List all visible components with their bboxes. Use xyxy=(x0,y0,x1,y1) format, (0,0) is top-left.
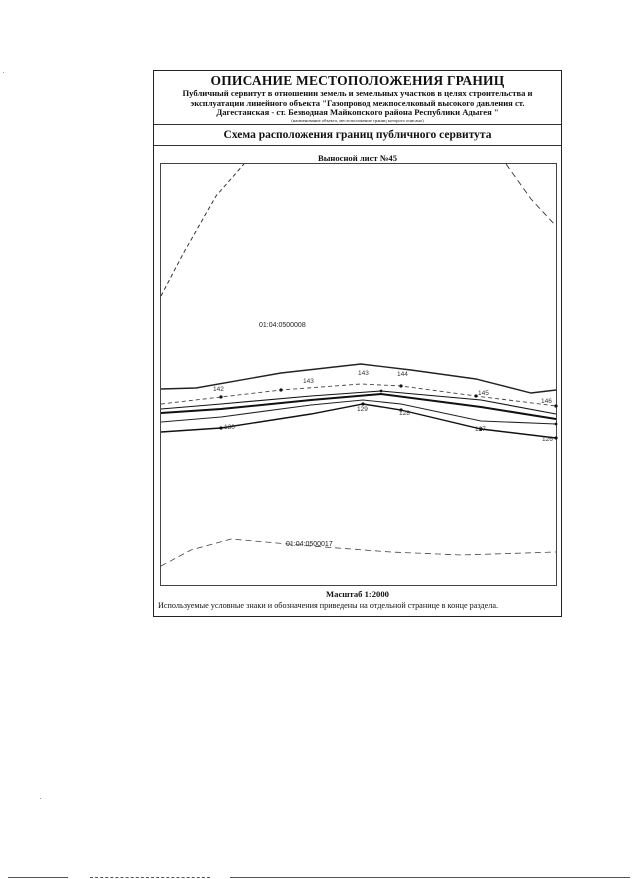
legend-note: Используемые условные знаки и обозначения приведены на отдельной странице в конце раздела. xyxy=(158,601,499,610)
scheme-title: Схема расположения границ публичного сервитута xyxy=(223,129,492,141)
header-divider xyxy=(154,124,561,125)
point-label-142: 142 xyxy=(213,386,224,393)
page-edge-line xyxy=(8,877,68,878)
boundary-point-146 xyxy=(554,404,557,407)
point-label-143b: 143 xyxy=(358,370,369,377)
subtitle-line-2: эксплуатации линейного объекта "Газопровод межпоселковый высокого давления ст. xyxy=(190,97,525,108)
parcel-boundary-right xyxy=(506,164,556,226)
document-sheet xyxy=(153,70,562,617)
subtitle-note: (наименование объекта, местоположение границ которого описано) xyxy=(291,118,424,123)
point-label-145: 145 xyxy=(478,390,489,397)
scan-speck xyxy=(3,72,4,73)
parcel-boundary-left xyxy=(161,164,244,296)
subtitle-line-3: Дагестанская - ст. Безводная Майкопского района Республики Адыгея " xyxy=(216,107,499,118)
point-label-143: 143 xyxy=(303,378,314,385)
subtitle-line-1: Публичный сервитут в отношении земель и земельных участков в целях строительства и xyxy=(182,88,533,98)
scan-speck xyxy=(40,798,41,799)
document-title: ОПИСАНИЕ МЕСТОПОЛОЖЕНИЯ ГРАНИЦ xyxy=(210,73,505,88)
boundary-point-142 xyxy=(219,395,222,398)
point-label-127: 127 xyxy=(475,426,486,433)
point-label-146: 146 xyxy=(541,398,552,405)
page-edge-line xyxy=(90,877,210,878)
pipeline-point xyxy=(555,423,558,426)
point-label-126: 126 xyxy=(542,436,553,443)
parcel-number-north: 01:04:0500008 xyxy=(259,322,306,329)
boundary-point-130 xyxy=(219,426,222,429)
point-label-129: 129 xyxy=(357,406,368,413)
parcel-number-south: 01:04:0500017 xyxy=(286,541,333,548)
boundary-map xyxy=(160,163,557,586)
point-label-128: 128 xyxy=(399,410,410,417)
scale-label: Масштаб 1:2000 xyxy=(326,589,389,599)
boundary-point-126 xyxy=(554,436,557,439)
point-label-144: 144 xyxy=(397,371,408,378)
document-subtitle xyxy=(154,89,561,118)
boundary-point-144 xyxy=(399,384,402,387)
page-edge-line xyxy=(230,877,630,878)
parcel-boundary-bottom xyxy=(161,539,556,566)
pipeline-point xyxy=(380,390,383,393)
scheme-divider xyxy=(154,145,561,146)
boundary-point-143 xyxy=(279,388,282,391)
point-label-130: 130 xyxy=(224,424,235,431)
sheet-label: Выносной лист №45 xyxy=(317,153,398,163)
